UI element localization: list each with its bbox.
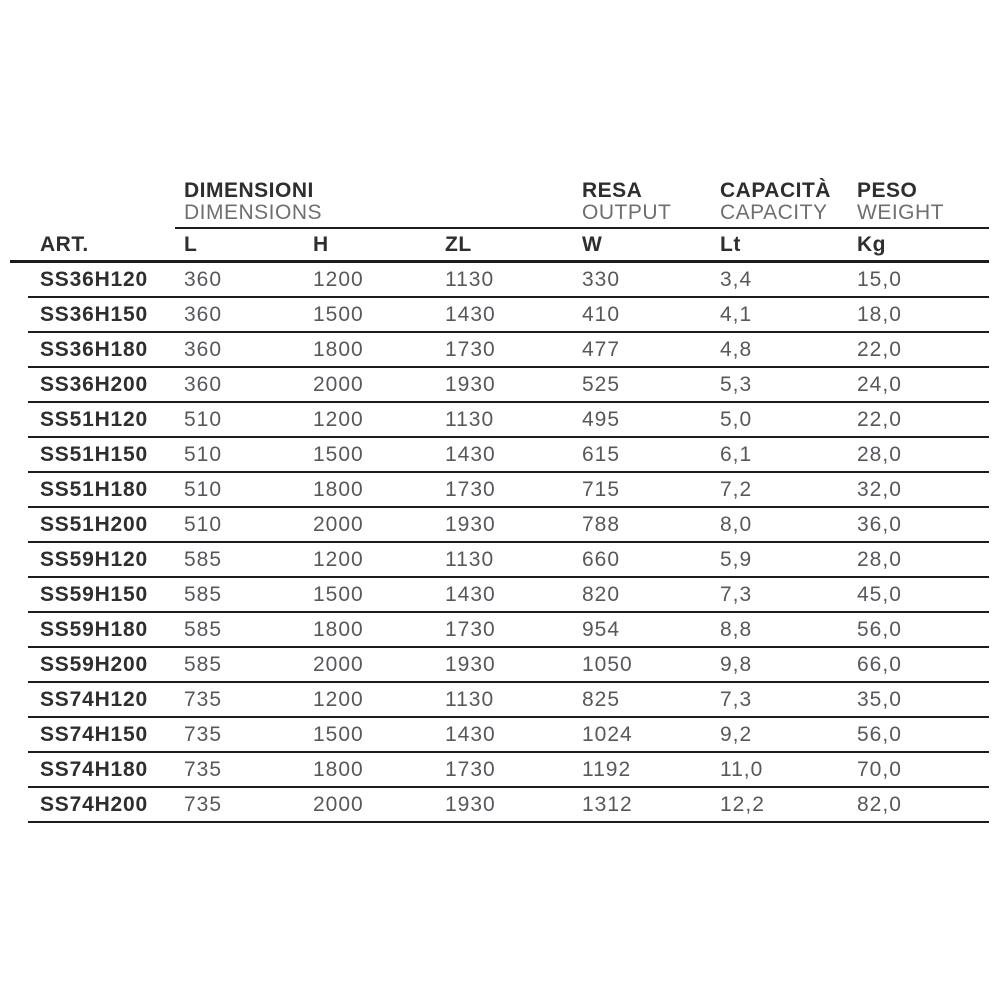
- value-kg: 22,0: [857, 408, 902, 431]
- table-row: [0, 438, 989, 473]
- group-label-peso: PESO: [857, 179, 918, 202]
- table-row: [0, 578, 989, 613]
- value-h: 2000: [313, 373, 364, 396]
- value-lt: 3,4: [720, 268, 753, 291]
- value-zl: 1430: [445, 583, 496, 606]
- table-body: [0, 263, 989, 823]
- article-code: SS51H200: [40, 513, 148, 536]
- value-lt: 5,3: [720, 373, 753, 396]
- value-l: 585: [184, 618, 223, 641]
- value-w: 820: [582, 583, 621, 606]
- value-h: 2000: [313, 653, 364, 676]
- value-lt: 7,3: [720, 688, 753, 711]
- value-w: 410: [582, 303, 621, 326]
- value-zl: 1430: [445, 303, 496, 326]
- group-label-capacita: CAPACITÀ: [720, 179, 831, 202]
- article-code: SS59H180: [40, 618, 148, 641]
- value-h: 1500: [313, 583, 364, 606]
- value-lt: 8,8: [720, 618, 753, 641]
- value-h: 2000: [313, 793, 364, 816]
- value-h: 1500: [313, 443, 364, 466]
- value-zl: 1130: [445, 268, 495, 291]
- article-code: SS36H200: [40, 373, 148, 396]
- value-w: 788: [582, 513, 621, 536]
- group-header-row: [0, 177, 989, 224]
- table-row: [0, 648, 989, 683]
- value-lt: 5,9: [720, 548, 753, 571]
- value-lt: 9,2: [720, 723, 753, 746]
- table-row: [0, 753, 989, 788]
- value-kg: 24,0: [857, 373, 902, 396]
- value-kg: 18,0: [857, 303, 902, 326]
- article-code: SS36H180: [40, 338, 148, 361]
- column-header-l: L: [184, 232, 198, 256]
- value-kg: 22,0: [857, 338, 902, 361]
- group-header-capacity: [720, 180, 857, 224]
- value-kg: 82,0: [857, 793, 902, 816]
- value-l: 360: [184, 338, 223, 361]
- column-header-h: H: [313, 232, 329, 256]
- value-zl: 1730: [445, 478, 496, 501]
- value-w: 1312: [582, 793, 633, 816]
- table-row: [0, 788, 989, 823]
- value-h: 2000: [313, 513, 364, 536]
- value-kg: 35,0: [857, 688, 902, 711]
- value-zl: 1430: [445, 443, 496, 466]
- column-header-art: ART.: [40, 232, 89, 256]
- value-lt: 5,0: [720, 408, 753, 431]
- value-zl: 1730: [445, 618, 496, 641]
- value-zl: 1730: [445, 338, 496, 361]
- value-h: 1800: [313, 478, 364, 501]
- article-code: SS59H120: [40, 548, 148, 571]
- value-l: 360: [184, 373, 223, 396]
- table-row: [0, 683, 989, 718]
- group-label-output: OUTPUT: [582, 201, 672, 224]
- article-code: SS36H120: [40, 268, 148, 291]
- article-code: SS51H180: [40, 478, 148, 501]
- group-label-dimensions: DIMENSIONS: [184, 201, 323, 224]
- value-l: 585: [184, 583, 223, 606]
- value-w: 825: [582, 688, 621, 711]
- value-l: 360: [184, 303, 223, 326]
- value-l: 735: [184, 723, 223, 746]
- table-row: [0, 473, 989, 508]
- article-code: SS59H200: [40, 653, 148, 676]
- column-header-kg: Kg: [857, 232, 886, 256]
- value-lt: 4,8: [720, 338, 753, 361]
- table-row: [0, 368, 989, 403]
- value-l: 585: [184, 548, 223, 571]
- value-zl: 1930: [445, 793, 496, 816]
- value-zl: 1130: [445, 688, 495, 711]
- value-zl: 1130: [445, 408, 495, 431]
- value-h: 1200: [313, 268, 364, 291]
- product-spec-table: [0, 177, 989, 823]
- group-label-dimensioni: DIMENSIONI: [184, 179, 314, 202]
- value-kg: 66,0: [857, 653, 902, 676]
- article-code: SS59H150: [40, 583, 148, 606]
- group-header-output: [582, 180, 720, 224]
- table-row: [0, 403, 989, 438]
- value-kg: 28,0: [857, 548, 902, 571]
- value-kg: 28,0: [857, 443, 902, 466]
- value-w: 495: [582, 408, 621, 431]
- value-kg: 56,0: [857, 618, 902, 641]
- value-kg: 36,0: [857, 513, 902, 536]
- table-row: [0, 613, 989, 648]
- value-w: 1024: [582, 723, 633, 746]
- value-zl: 1730: [445, 758, 496, 781]
- article-code: SS74H180: [40, 758, 148, 781]
- value-zl: 1430: [445, 723, 496, 746]
- value-l: 510: [184, 443, 223, 466]
- value-w: 330: [582, 268, 621, 291]
- value-w: 715: [582, 478, 621, 501]
- column-header-w: W: [582, 232, 603, 256]
- column-header-row: [0, 229, 989, 260]
- article-code: SS74H120: [40, 688, 148, 711]
- value-h: 1500: [313, 723, 364, 746]
- value-h: 1800: [313, 618, 364, 641]
- value-kg: 32,0: [857, 478, 902, 501]
- value-l: 735: [184, 688, 223, 711]
- value-lt: 12,2: [720, 793, 765, 816]
- group-label-weight: WEIGHT: [857, 201, 944, 224]
- value-h: 1500: [313, 303, 364, 326]
- article-code: SS51H150: [40, 443, 148, 466]
- value-lt: 9,8: [720, 653, 753, 676]
- value-w: 615: [582, 443, 621, 466]
- value-kg: 56,0: [857, 723, 902, 746]
- article-code: SS51H120: [40, 408, 148, 431]
- value-l: 585: [184, 653, 223, 676]
- value-kg: 45,0: [857, 583, 902, 606]
- value-w: 660: [582, 548, 621, 571]
- group-label-resa: RESA: [582, 179, 643, 202]
- value-h: 1200: [313, 408, 364, 431]
- column-header-lt: Lt: [720, 232, 741, 256]
- value-zl: 1930: [445, 653, 496, 676]
- value-l: 510: [184, 408, 223, 431]
- table-row: [0, 543, 989, 578]
- article-code: SS74H150: [40, 723, 148, 746]
- table-row: [0, 718, 989, 753]
- value-l: 510: [184, 513, 223, 536]
- value-h: 1200: [313, 688, 364, 711]
- value-w: 1192: [582, 758, 632, 781]
- group-label-capacity: CAPACITY: [720, 201, 828, 224]
- value-kg: 15,0: [857, 268, 902, 291]
- value-zl: 1930: [445, 373, 496, 396]
- article-code: SS36H150: [40, 303, 148, 326]
- value-h: 1200: [313, 548, 364, 571]
- table-row: [0, 263, 989, 298]
- value-h: 1800: [313, 758, 364, 781]
- value-w: 954: [582, 618, 621, 641]
- value-lt: 8,0: [720, 513, 753, 536]
- value-kg: 70,0: [857, 758, 902, 781]
- value-l: 735: [184, 758, 223, 781]
- group-header-weight: [857, 180, 989, 224]
- value-l: 360: [184, 268, 223, 291]
- value-l: 735: [184, 793, 223, 816]
- value-lt: 11,0: [720, 758, 764, 781]
- group-header-dimensions: [184, 180, 582, 224]
- column-header-zl: ZL: [445, 232, 472, 256]
- value-l: 510: [184, 478, 223, 501]
- article-code: SS74H200: [40, 793, 148, 816]
- value-lt: 6,1: [720, 443, 753, 466]
- value-lt: 7,2: [720, 478, 753, 501]
- value-lt: 7,3: [720, 583, 753, 606]
- value-w: 477: [582, 338, 621, 361]
- table-row: [0, 298, 989, 333]
- table-row: [0, 333, 989, 368]
- value-h: 1800: [313, 338, 364, 361]
- value-w: 525: [582, 373, 621, 396]
- value-w: 1050: [582, 653, 633, 676]
- value-lt: 4,1: [720, 303, 753, 326]
- value-zl: 1930: [445, 513, 496, 536]
- table-row: [0, 508, 989, 543]
- value-zl: 1130: [445, 548, 495, 571]
